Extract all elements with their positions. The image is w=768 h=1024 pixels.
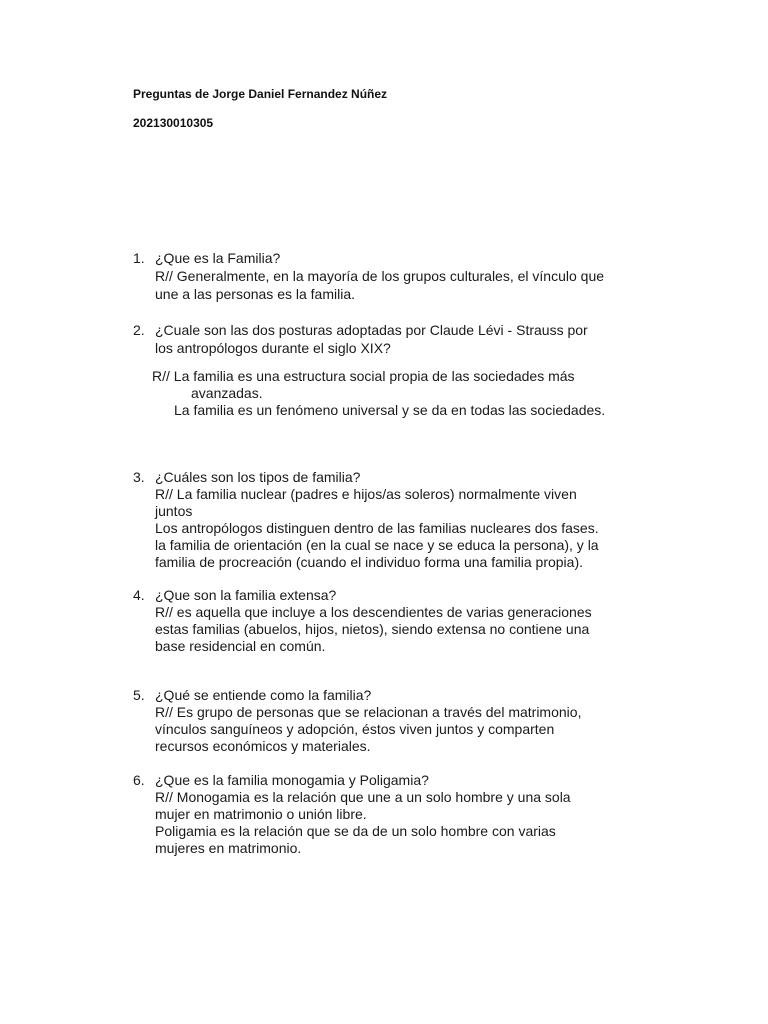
question-text: ¿Qué se entiende como la familia? xyxy=(155,687,372,703)
answer-line: avanzadas. xyxy=(191,385,263,401)
answer-line: une a las personas es la familia. xyxy=(155,286,355,302)
answer-line: recursos económicos y materiales. xyxy=(155,738,371,754)
answer-line: Poligamia es la relación que se da de un solo hombre con varias xyxy=(155,823,556,839)
answer-line: familia de procreación (cuando el individuo forma una familia propia). xyxy=(155,554,584,570)
question-number: 2. xyxy=(133,322,145,338)
answer-line: la familia de orientación (en la cual se nace y se educa la persona), y la xyxy=(155,537,599,553)
question-number: 4. xyxy=(133,587,145,603)
answer-line: R// Monogamia es la relación que une a un solo hombre y una sola xyxy=(155,789,571,805)
answer-line: estas familias (abuelos, hijos, nietos), siendo extensa no contiene una xyxy=(155,621,590,637)
answer-line: mujeres en matrimonio. xyxy=(155,840,302,856)
answer-line: R// La familia nuclear (padres e hijos/as soleros) normalmente viven xyxy=(155,486,577,502)
answer-line: R// es aquella que incluye a los descendientes de varias generaciones xyxy=(155,604,592,620)
answer-line: R// Es grupo de personas que se relacionan a través del matrimonio, xyxy=(155,704,582,720)
answer-line: La familia es un fenómeno universal y se da en todas las sociedades. xyxy=(174,402,606,418)
question-number: 1. xyxy=(133,250,145,266)
question-number: 6. xyxy=(133,772,145,788)
answer-line: R// Generalmente, en la mayoría de los grupos culturales, el vínculo que xyxy=(155,268,605,284)
question-text: ¿Cuáles son los tipos de familia? xyxy=(155,469,361,485)
question-text: ¿Cuale son las dos posturas adoptadas por Claude Lévi - Strauss por xyxy=(155,322,588,338)
question-text: ¿Que son la familia extensa? xyxy=(155,587,337,603)
answer-line: R// La familia es una estructura social propia de las sociedades más xyxy=(152,368,575,384)
question-number: 3. xyxy=(133,469,145,485)
answer-line: juntos xyxy=(155,503,193,519)
answer-line: mujer en matrimonio o unión libre. xyxy=(155,806,367,822)
student-id: 202130010305 xyxy=(133,116,214,130)
answer-line: vínculos sanguíneos y adopción, éstos viven juntos y comparten xyxy=(155,721,555,737)
answer-line: base residencial en común. xyxy=(155,638,326,654)
question-text: los antropólogos durante el siglo XIX? xyxy=(155,340,391,356)
author-heading: Preguntas de Jorge Daniel Fernandez Núñez xyxy=(133,87,388,101)
question-text: ¿Que es la Familia? xyxy=(155,250,281,266)
question-text: ¿Que es la familia monogamia y Poligamia? xyxy=(155,772,429,788)
answer-line: Los antropólogos distinguen dentro de las familias nucleares dos fases. xyxy=(155,520,599,536)
question-number: 5. xyxy=(133,687,145,703)
